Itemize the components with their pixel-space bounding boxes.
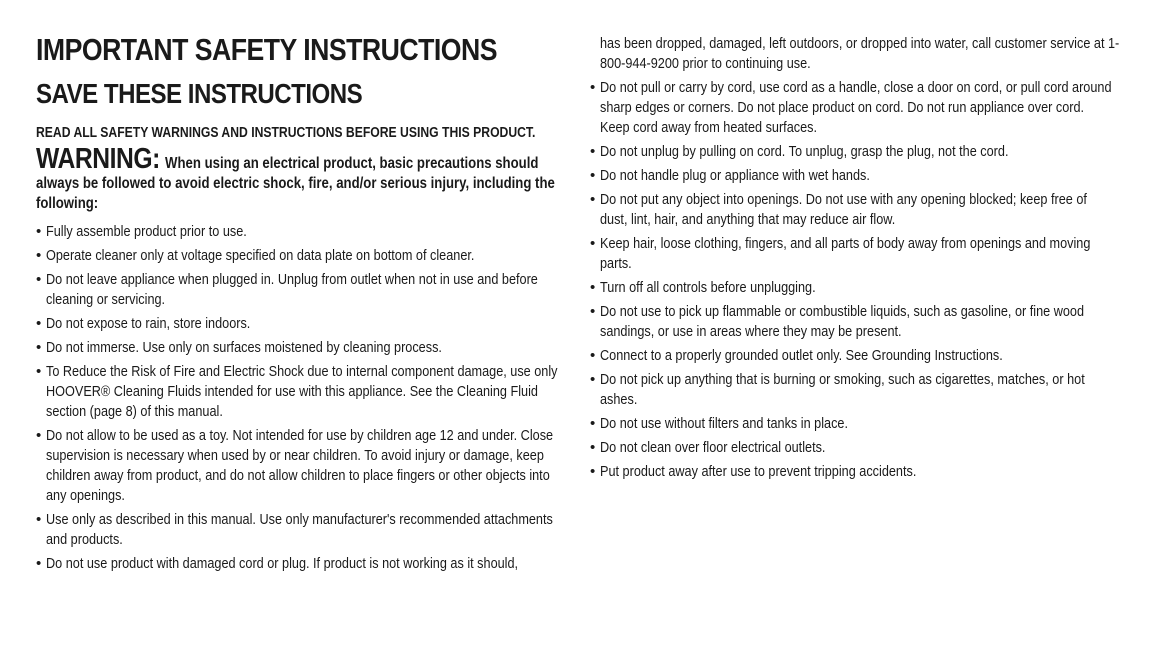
list-item-text: Do not use to pick up flammable or combustible liquids, such as gasoline, or fine wood sandings, or use in areas where they may be present. bbox=[600, 303, 1085, 340]
bullet-icon: • bbox=[590, 347, 596, 364]
list-item-text: Do not put any object into openings. Do not use with any opening blocked; keep free of dust, lint, hair, and anything that may reduce air flow. bbox=[600, 191, 1087, 228]
list-item-text: Operate cleaner only at voltage specified on data plate on bottom of cleaner. bbox=[46, 247, 475, 264]
list-item-text: Do not handle plug or appliance with wet hands. bbox=[600, 167, 870, 184]
bullet-icon: • bbox=[36, 247, 42, 264]
bullet-icon: • bbox=[36, 339, 42, 356]
list-item bbox=[590, 370, 1120, 410]
bullet-icon: • bbox=[36, 555, 42, 572]
list-item-text: Fully assemble product prior to use. bbox=[46, 223, 247, 240]
list-item bbox=[590, 234, 1120, 274]
list-item bbox=[590, 414, 1120, 434]
bullet-icon: • bbox=[590, 415, 596, 432]
bullet-icon: • bbox=[590, 191, 596, 208]
list-item-text: Turn off all controls before unplugging. bbox=[600, 279, 816, 296]
list-item bbox=[36, 314, 564, 334]
list-item bbox=[590, 346, 1120, 366]
list-item-text: Do not pick up anything that is burning or smoking, such as cigarettes, matches, or hot ashes. bbox=[600, 371, 1085, 408]
list-item-text: Do not immerse. Use only on surfaces moistened by cleaning process. bbox=[46, 339, 442, 356]
list-item-text: Put product away after use to prevent tripping accidents. bbox=[600, 463, 917, 480]
bullet-icon: • bbox=[590, 279, 596, 296]
bullet-icon: • bbox=[590, 303, 596, 320]
safety-list-right bbox=[590, 78, 1120, 482]
list-item-text: Use only as described in this manual. Use only manufacturer's recommended attachments and products. bbox=[46, 511, 553, 548]
bullet-icon: • bbox=[36, 223, 42, 240]
list-item bbox=[590, 78, 1120, 138]
list-item bbox=[36, 510, 564, 550]
bullet-icon: • bbox=[36, 271, 42, 288]
warning-statement bbox=[36, 143, 563, 214]
list-item bbox=[36, 554, 564, 574]
list-item bbox=[590, 302, 1120, 342]
bullet-icon: • bbox=[590, 235, 596, 252]
list-item bbox=[590, 190, 1120, 230]
list-item-text: Do not pull or carry by cord, use cord as a handle, close a door on cord, or pull cord around sharp edges or corners. Do not place product on cord. Do not run appliance over cord. Keep cord away from heated surfaces. bbox=[600, 79, 1112, 136]
list-item-text: Do not unplug by pulling on cord. To unplug, grasp the plug, not the cord. bbox=[600, 143, 1009, 160]
page-title: IMPORTANT SAFETY INSTRUCTIONS bbox=[36, 32, 497, 67]
list-item bbox=[36, 270, 564, 310]
bullet-icon: • bbox=[590, 79, 596, 96]
safety-list-left bbox=[36, 222, 564, 574]
list-item-text: Keep hair, loose clothing, fingers, and all parts of body away from openings and moving parts. bbox=[600, 235, 1091, 272]
list-item-text: Do not use without filters and tanks in place. bbox=[600, 415, 849, 432]
list-item-text: Do not expose to rain, store indoors. bbox=[46, 315, 251, 332]
bullet-icon: • bbox=[36, 315, 42, 332]
list-item-text: Do not use product with damaged cord or plug. If product is not working as it should, bbox=[46, 555, 519, 572]
page-subtitle: SAVE THESE INSTRUCTIONS bbox=[36, 78, 363, 109]
list-item bbox=[36, 222, 564, 242]
bullet-icon: • bbox=[36, 511, 42, 528]
list-item-text: To Reduce the Risk of Fire and Electric Shock due to internal component damage, use only HOOVER® Cleaning Fluids intended for use with this appliance. See the Cleaning Fluid section (page 8) of this manual. bbox=[46, 363, 558, 420]
warning-label: WARNING: bbox=[36, 143, 160, 175]
list-item bbox=[36, 362, 564, 422]
list-item bbox=[590, 142, 1120, 162]
list-item bbox=[36, 246, 564, 266]
list-item bbox=[590, 166, 1120, 186]
left-column bbox=[36, 30, 564, 578]
list-item bbox=[590, 438, 1120, 458]
list-item-text: Connect to a properly grounded outlet only. See Grounding Instructions. bbox=[600, 347, 1003, 364]
list-item-text: Do not leave appliance when plugged in. Unplug from outlet when not in use and before cleaning or servicing. bbox=[46, 271, 538, 308]
bullet-icon: • bbox=[590, 439, 596, 456]
list-item-continuation bbox=[590, 34, 1120, 74]
bullet-icon: • bbox=[590, 463, 596, 480]
bullet-icon: • bbox=[590, 371, 596, 388]
right-column bbox=[590, 34, 1120, 486]
bullet-icon: • bbox=[590, 143, 596, 160]
list-item-text: Do not allow to be used as a toy. Not intended for use by children age 12 and under. Close supervision is necessary when used by or near children. To avoid injury or damage, keep children away from product, and do not allow children to place fingers or other objects into any openings. bbox=[46, 427, 554, 504]
continuation-text: has been dropped, damaged, left outdoors, or dropped into water, call customer service at 1-800-944-9200 prior to continuing use. bbox=[600, 35, 1120, 72]
warning-text: When using an electrical product, basic precautions should always be followed to avoid electric shock, fire, and/or serious injury, including the following: bbox=[36, 155, 555, 212]
list-item-text: Do not clean over floor electrical outlets. bbox=[600, 439, 826, 456]
bullet-icon: • bbox=[36, 363, 42, 380]
list-item bbox=[590, 462, 1120, 482]
list-item bbox=[590, 278, 1120, 298]
read-notice: READ ALL SAFETY WARNINGS AND INSTRUCTIONS BEFORE USING THIS PRODUCT. bbox=[36, 125, 536, 141]
bullet-icon: • bbox=[36, 427, 42, 444]
bullet-icon: • bbox=[590, 167, 596, 184]
list-item bbox=[36, 338, 564, 358]
list-item bbox=[36, 426, 564, 506]
